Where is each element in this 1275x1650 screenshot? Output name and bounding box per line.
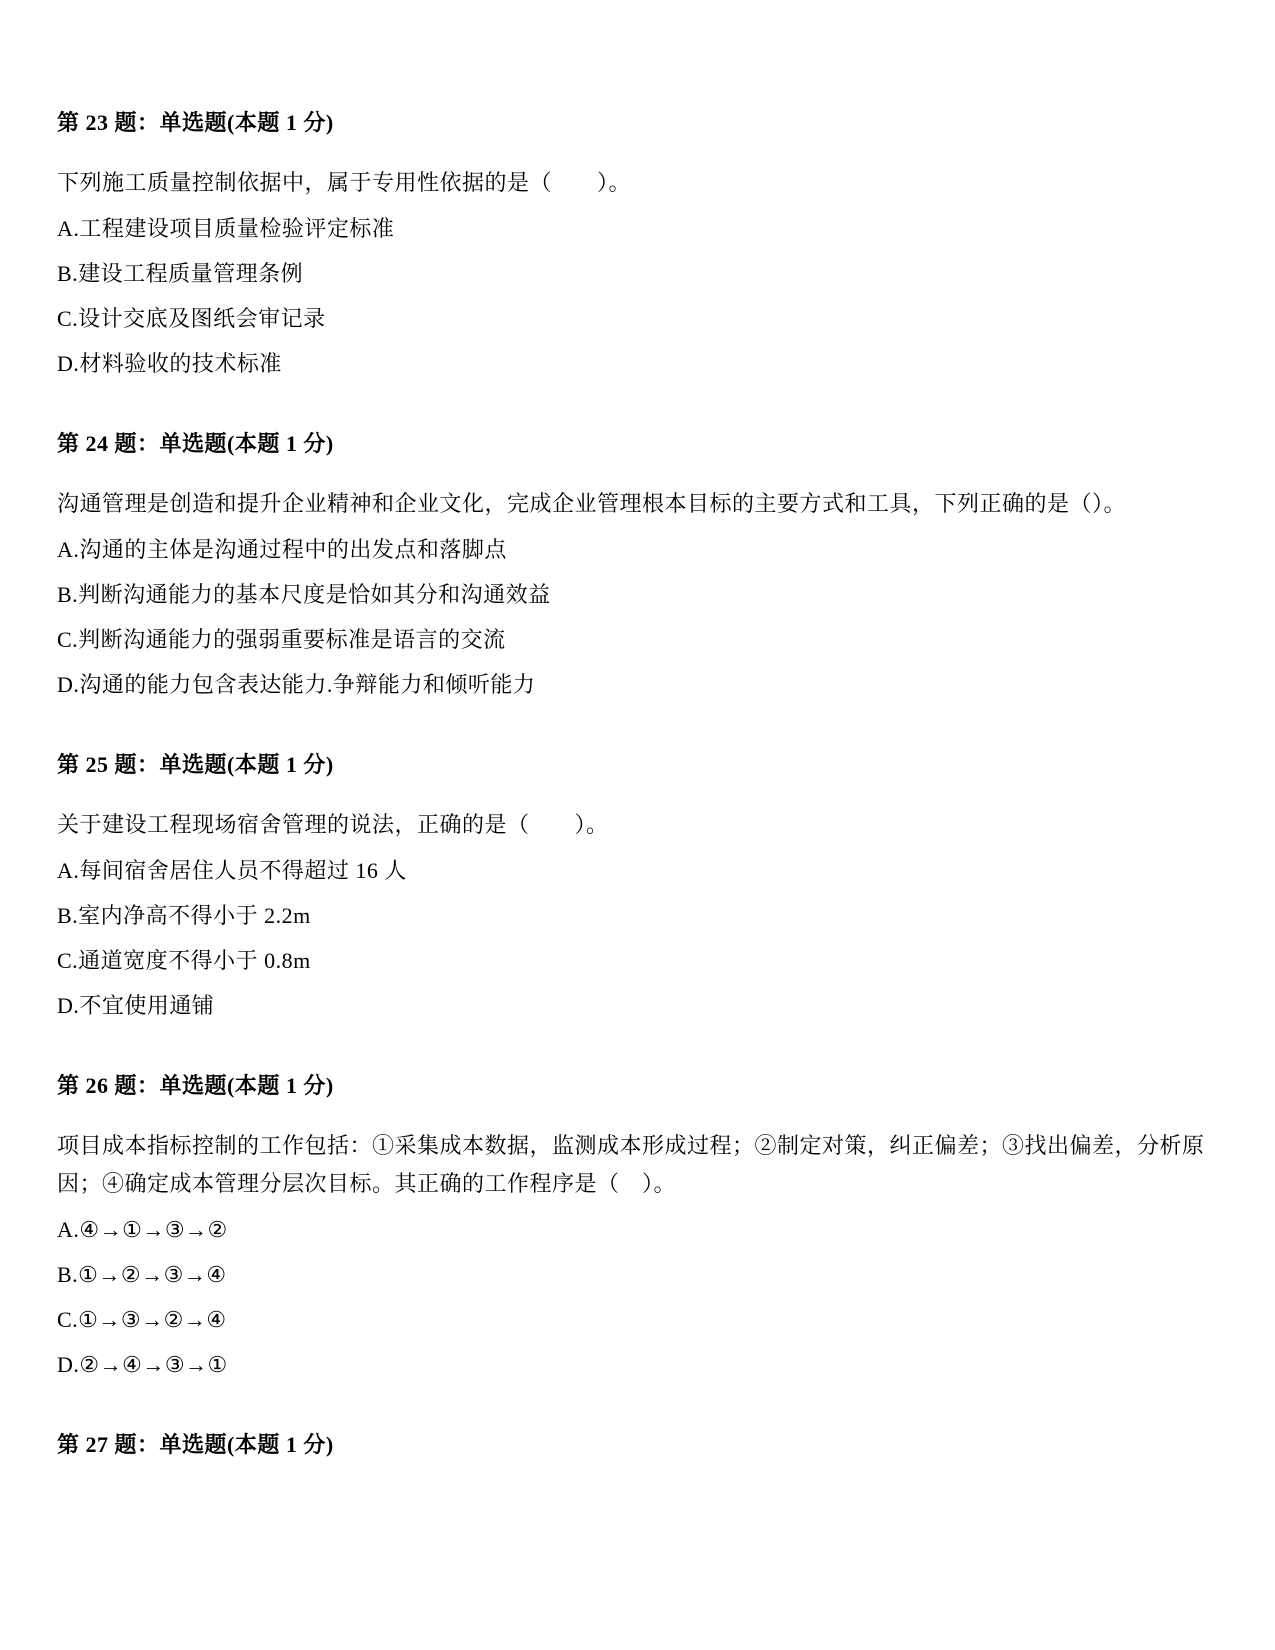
- question-header: 第 27 题：单选题(本题 1 分): [57, 1432, 334, 1457]
- question-26: [57, 1071, 1218, 1380]
- option-c: C.设计交底及图纸会审记录: [57, 306, 326, 331]
- option-b: B.判断沟通能力的基本尺度是恰如其分和沟通效益: [57, 582, 551, 607]
- option-b: B.①→②→③→④: [57, 1262, 227, 1287]
- question-header: 第 24 题：单选题(本题 1 分): [57, 431, 334, 456]
- question-stem: 沟通管理是创造和提升企业精神和企业文化，完成企业管理根本目标的主要方式和工具，下列正确的是（）。: [57, 491, 1127, 516]
- option-c: C.判断沟通能力的强弱重要标准是语言的交流: [57, 627, 506, 652]
- question-24: [57, 429, 1218, 700]
- option-c: C.①→③→②→④: [57, 1307, 227, 1332]
- question-27: [57, 1430, 1218, 1460]
- option-b: B.建设工程质量管理条例: [57, 261, 304, 286]
- question-stem: 关于建设工程现场宿舍管理的说法，正确的是（ ）。: [57, 812, 609, 837]
- question-stem: 下列施工质量控制依据中，属于专用性依据的是（ ）。: [57, 170, 632, 195]
- question-stem: 项目成本指标控制的工作包括：①采集成本数据，监测成本形成过程；②制定对策，纠正偏差；③找出偏差，分析原因；④确定成本管理分层次目标。其正确的工作程序是（ ）。: [57, 1133, 1205, 1196]
- option-a: A.④→①→③→②: [57, 1217, 228, 1242]
- option-d: D.②→④→③→①: [57, 1352, 228, 1377]
- question-header: 第 23 题：单选题(本题 1 分): [57, 110, 334, 135]
- question-header: 第 26 题：单选题(本题 1 分): [57, 1073, 334, 1098]
- question-23: [57, 108, 1218, 379]
- option-a: A.工程建设项目质量检验评定标准: [57, 216, 395, 241]
- option-a: A.每间宿舍居住人员不得超过 16 人: [57, 858, 407, 883]
- option-d: D.沟通的能力包含表达能力.争辩能力和倾听能力: [57, 672, 536, 697]
- option-a: A.沟通的主体是沟通过程中的出发点和落脚点: [57, 537, 507, 562]
- option-b: B.室内净高不得小于 2.2m: [57, 903, 311, 928]
- question-header: 第 25 题：单选题(本题 1 分): [57, 752, 334, 777]
- option-d: D.不宜使用通铺: [57, 993, 215, 1018]
- question-25: [57, 750, 1218, 1021]
- option-d: D.材料验收的技术标准: [57, 351, 282, 376]
- option-c: C.通道宽度不得小于 0.8m: [57, 948, 311, 973]
